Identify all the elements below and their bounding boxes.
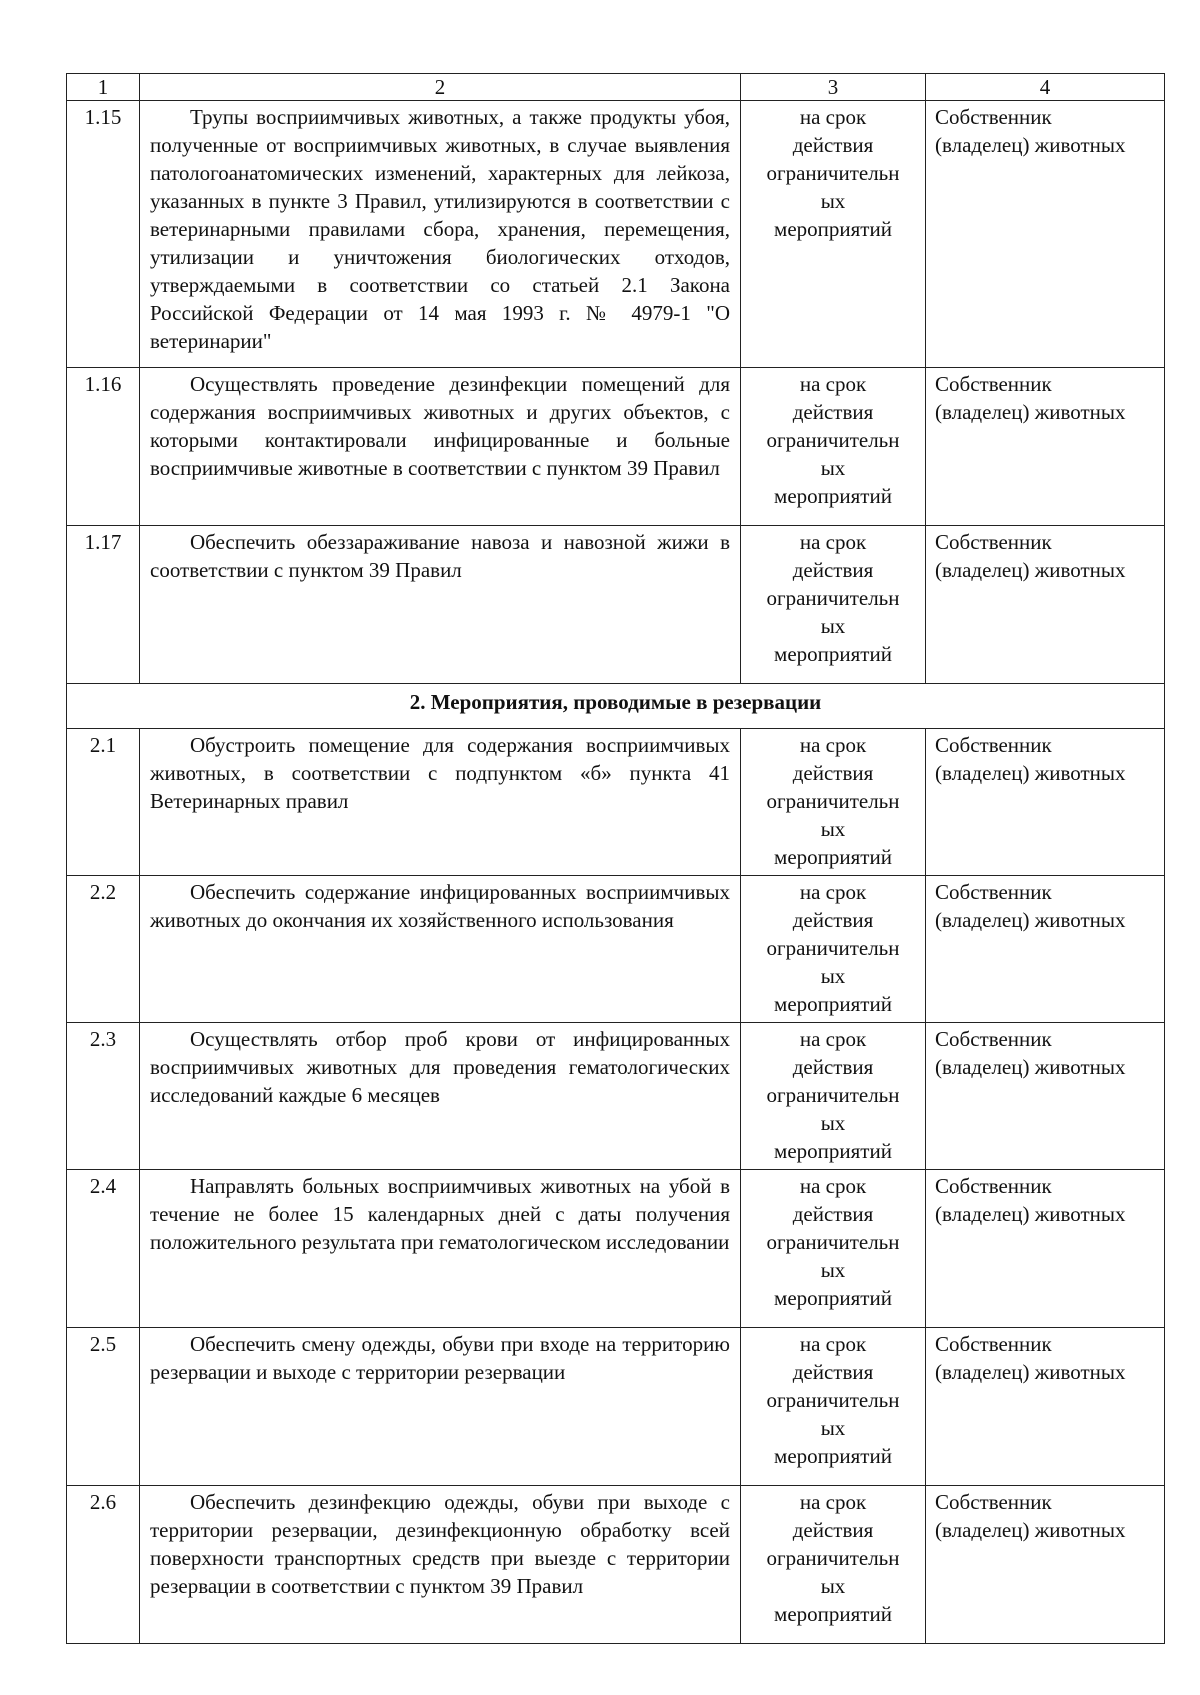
term-cell: на срок действия ограничительн ых мероприятий [741,1328,926,1486]
measure-text: Направлять больных восприимчивых животных на убой в течение не более 15 календарных дней с даты получения положительного результата при гематологическом исследовании [140,1170,741,1328]
section-heading-row [67,684,1165,729]
column-number-2: 2 [140,74,741,101]
responsible-cell: Собственник (владелец) животных [926,729,1165,876]
term-cell: на срок действия ограничительн ых мероприятий [741,101,926,368]
responsible-cell: Собственник (владелец) животных [926,1170,1165,1328]
table-row [67,526,1165,684]
measure-text: Обеспечить смену одежды, обуви при входе на территорию резервации и выходе с территории резервации [140,1328,741,1486]
measure-text: Обеспечить дезинфекцию одежды, обуви при выходе с территории резервации, дезинфекционную обработку всей поверхности транспортных средств при выезде с территории резервации в соответствии с пунктом 39 Правил [140,1486,741,1644]
table-row [67,1023,1165,1170]
section-heading: 2. Мероприятия, проводимые в резервации [67,684,1165,729]
row-number: 2.4 [67,1170,140,1328]
table-row [67,1486,1165,1644]
measure-text: Осуществлять отбор проб крови от инфицированных восприимчивых животных для проведения гематологических исследований каждые 6 месяцев [140,1023,741,1170]
responsible-cell: Собственник (владелец) животных [926,1023,1165,1170]
responsible-cell: Собственник (владелец) животных [926,1328,1165,1486]
measure-text: Обеспечить обеззараживание навоза и навозной жижи в соответствии с пунктом 39 Правил [140,526,741,684]
responsible-cell: Собственник (владелец) животных [926,526,1165,684]
responsible-cell: Собственник (владелец) животных [926,368,1165,526]
responsible-cell: Собственник (владелец) животных [926,1486,1165,1644]
term-cell: на срок действия ограничительн ых мероприятий [741,1023,926,1170]
term-cell: на срок действия ограничительн ых мероприятий [741,729,926,876]
table-row [67,876,1165,1023]
measure-text: Обустроить помещение для содержания восприимчивых животных, в соответствии с подпунктом «б» пункта 41 Ветеринарных правил [140,729,741,876]
row-number: 1.15 [67,101,140,368]
row-number: 1.16 [67,368,140,526]
table-row [67,368,1165,526]
table-row [67,1170,1165,1328]
responsible-cell: Собственник (владелец) животных [926,876,1165,1023]
table-row [67,1328,1165,1486]
column-number-1: 1 [67,74,140,101]
row-number: 2.6 [67,1486,140,1644]
table-row [67,729,1165,876]
term-cell: на срок действия ограничительн ых мероприятий [741,1170,926,1328]
responsible-cell: Собственник (владелец) животных [926,101,1165,368]
row-number: 2.3 [67,1023,140,1170]
column-number-row [67,74,1165,101]
term-cell: на срок действия ограничительн ых мероприятий [741,1486,926,1644]
measure-text: Обеспечить содержание инфицированных восприимчивых животных до окончания их хозяйственного использования [140,876,741,1023]
row-number: 2.5 [67,1328,140,1486]
column-number-4: 4 [926,74,1165,101]
term-cell: на срок действия ограничительн ых мероприятий [741,368,926,526]
term-cell: на срок действия ограничительн ых мероприятий [741,526,926,684]
row-number: 2.1 [67,729,140,876]
row-number: 2.2 [67,876,140,1023]
term-cell: на срок действия ограничительн ых мероприятий [741,876,926,1023]
measure-text: Осуществлять проведение дезинфекции помещений для содержания восприимчивых животных и других объектов, с которыми контактировали инфицированные и больные восприимчивые животные в соответствии с пунктом 39 Правил [140,368,741,526]
measure-text: Трупы восприимчивых животных, а также продукты убоя, полученные от восприимчивых животных, в случае выявления патологоанатомических изменений, характерных для лейкоза, указанных в пункте 3 Правил, утилизируются в соответствии с ветеринарными правилами сбора, хранения, перемещения, утилизации и уничтожения биологических отходов, утверждаемыми в соответствии со статьей 2.1 Закона Российской Федерации от 14 мая 1993 г. № 4979-1 "О ветеринарии" [140,101,741,368]
column-number-3: 3 [741,74,926,101]
row-number: 1.17 [67,526,140,684]
table-row [67,101,1165,368]
measures-table [66,73,1165,1644]
